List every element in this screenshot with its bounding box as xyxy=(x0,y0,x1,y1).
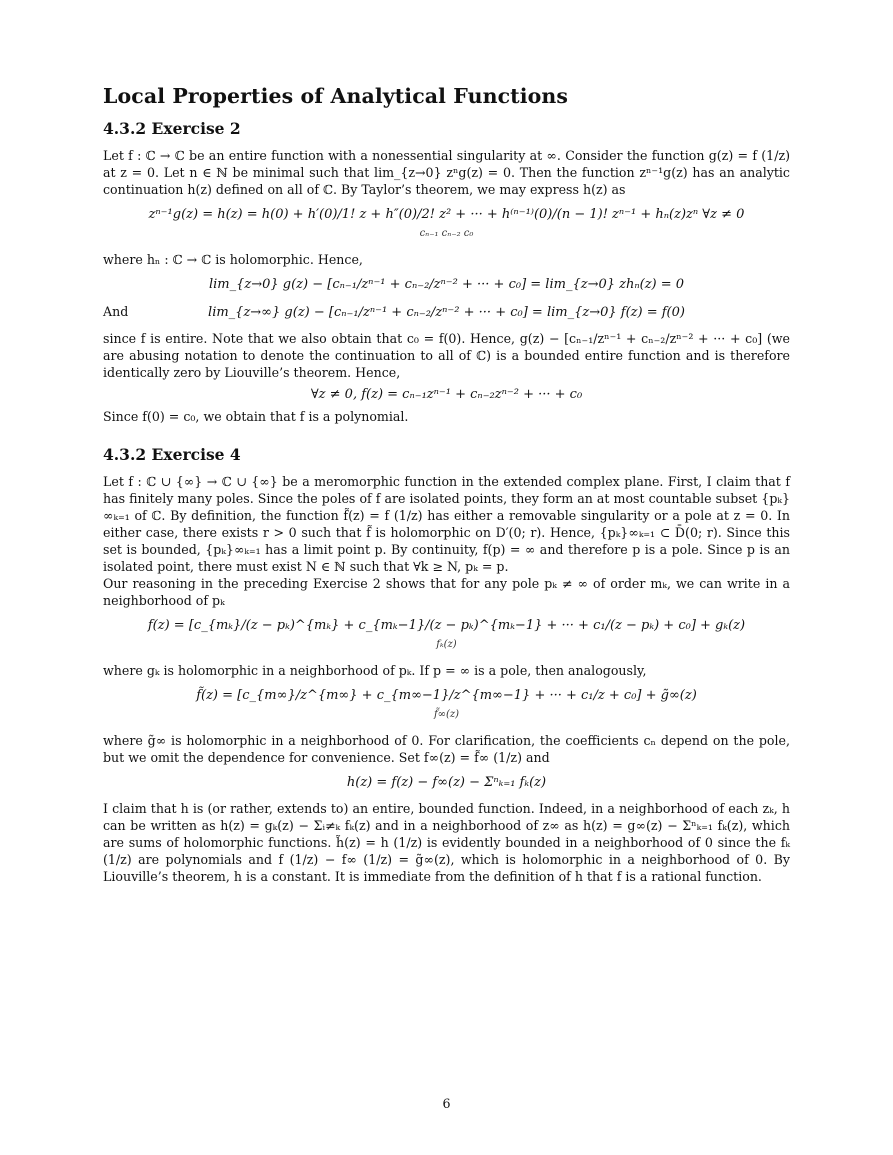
exercise-4-equation-infinity-label: f̃∞(z) xyxy=(433,709,460,720)
page-title: Local Properties of Analytical Functions xyxy=(103,84,569,108)
exercise-2-paragraph-3: since f is entire. Note that we also obtain that c₀ = f(0). Hence, g(z) − [cₙ₋₁/zⁿ⁻¹ + cₙ₋₂/zⁿ⁻² + ··· + c₀] (we are abusing notation to denote the continuation to all of ℂ) is a bounded entire function and is therefore identically zero by Liouville’s theorem. Hence, xyxy=(103,331,790,380)
exercise-2-equation-taylor-labels: cₙ₋₁ cₙ₋₂ c₀ xyxy=(419,228,474,239)
page-content xyxy=(103,84,790,885)
exercise-2-paragraph-1: Let f : ℂ → ℂ be an entire function with a nonessential singularity at ∞. Consider the function g(z) = f (1/z) at z = 0. Let n ∈ ℕ be minimal such that lim_{z→0} zⁿg(z) = 0. Then the function zⁿ⁻¹g(z) has an analytic continuation h(z) defined on all of ℂ. By Taylor’s theorem, we may express h(z) as xyxy=(103,148,790,197)
exercise-4-paragraph-5: I claim that h is (or rather, extends to) an entire, bounded function. Indeed, in a neighborhood of each zₖ, h can be written as h(z) = gₖ(z) − Σᵢ≠ₖ fₖ(z) and in a neighborhood of z∞ as h(z) = g∞(z) − Σⁿₖ₌₁ fₖ(z), which are sums of holomorphic functions. h̃(z) = h (1/z) is evidently bounded in a neighborhood of 0 since the fₖ (1/z) are polynomials and f (1/z) − f∞ (1/z) = g̃∞(z), which is holomorphic in a neighborhood of 0. By Liouville’s theorem, h is a constant. It is immediate from the definition of h that f is a rational function. xyxy=(103,801,790,884)
exercise-2-equation-taylor: zⁿ⁻¹g(z) = h(z) = h(0) + h′(0)/1! z + h″(0)/2! z² + ··· + h⁽ⁿ⁻¹⁾(0)/(n − 1)! zⁿ⁻¹ + hₙ(z)zⁿ ∀z ≠ 0 xyxy=(148,207,745,222)
exercise-4-paragraph-4: where g̃∞ is holomorphic in a neighborhood of 0. For clarification, the coefficients cₙ depend on the pole, but we omit the dependence for convenience. Set f∞(z) = f̃∞ (1/z) and xyxy=(103,733,790,765)
exercise-4-equation-h: h(z) = f(z) − f∞(z) − Σⁿₖ₌₁ fₖ(z) xyxy=(346,775,547,790)
exercise-4-equation-laurent-label: fₖ(z) xyxy=(436,639,457,650)
exercise-2-paragraph-4: Since f(0) = c₀, we obtain that f is a polynomial. xyxy=(103,409,409,424)
page-number: 6 xyxy=(442,1096,451,1111)
exercise-2-equation-limit-zero: lim_{z→0} g(z) − [cₙ₋₁/zⁿ⁻¹ + cₙ₋₂/zⁿ⁻² + ··· + c₀] = lim_{z→0} zhₙ(z) = 0 xyxy=(208,277,685,292)
exercise-2-and-block xyxy=(103,302,790,324)
exercise-4-paragraph-3: where gₖ is holomorphic in a neighborhood of pₖ. If p = ∞ is a pole, then analogously, xyxy=(103,663,647,678)
exercise-4-heading: 4.3.2 Exercise 4 xyxy=(103,445,241,464)
and-label: And xyxy=(103,304,129,319)
exercise-4-paragraph-1: Let f : ℂ ∪ {∞} → ℂ ∪ {∞} be a meromorphic function in the extended complex plane. First, I claim that f has finitely many poles. Since the poles of f are isolated points, they form an at most countable subset {pₖ}∞ₖ₌₁ of ℂ. By definition, the function f̃(z) = f (1/z) has either a removable singularity or a pole at z = 0. In either case, there exists r > 0 such that f̃ is holomorphic on D′(0; r). Hence, {pₖ}∞ₖ₌₁ ⊂ D̄(0; r). Since this set is bounded, {pₖ}∞ₖ₌₁ has a limit point p. By continuity, f(p) = ∞ and therefore p is a pole. Since p is an isolated point, there must exist N ∈ ℕ such that ∀k ≥ N, pₖ = p. xyxy=(103,474,790,574)
exercise-4-paragraph-2: Our reasoning in the preceding Exercise 2 shows that for any pole pₖ ≠ ∞ of order mₖ, we can write in a neighborhood of pₖ xyxy=(103,576,790,608)
exercise-2-equation-polynomial: ∀z ≠ 0, f(z) = cₙ₋₁zⁿ⁻¹ + cₙ₋₂zⁿ⁻² + ··· + c₀ xyxy=(310,387,583,402)
exercise-2-equation-limit-infinity: lim_{z→∞} g(z) − [cₙ₋₁/zⁿ⁻¹ + cₙ₋₂/zⁿ⁻² + ··· + c₀] = lim_{z→0} f(z) = f(0) xyxy=(208,305,685,320)
exercise-2-paragraph-2: where hₙ : ℂ → ℂ is holomorphic. Hence, xyxy=(103,252,363,267)
exercise-4-equation-laurent: f(z) = [c_{mₖ}/(z − pₖ)^{mₖ} + c_{mₖ−1}/(z − pₖ)^{mₖ−1} + ··· + c₁/(z − pₖ) + c₀] + gₖ(z) xyxy=(147,618,746,633)
exercise-2-heading: 4.3.2 Exercise 2 xyxy=(103,119,241,138)
exercise-4-equation-infinity: f̃(z) = [c_{m∞}/z^{m∞} + c_{m∞−1}/z^{m∞−1} + ··· + c₁/z + c₀] + g̃∞(z) xyxy=(196,688,697,703)
